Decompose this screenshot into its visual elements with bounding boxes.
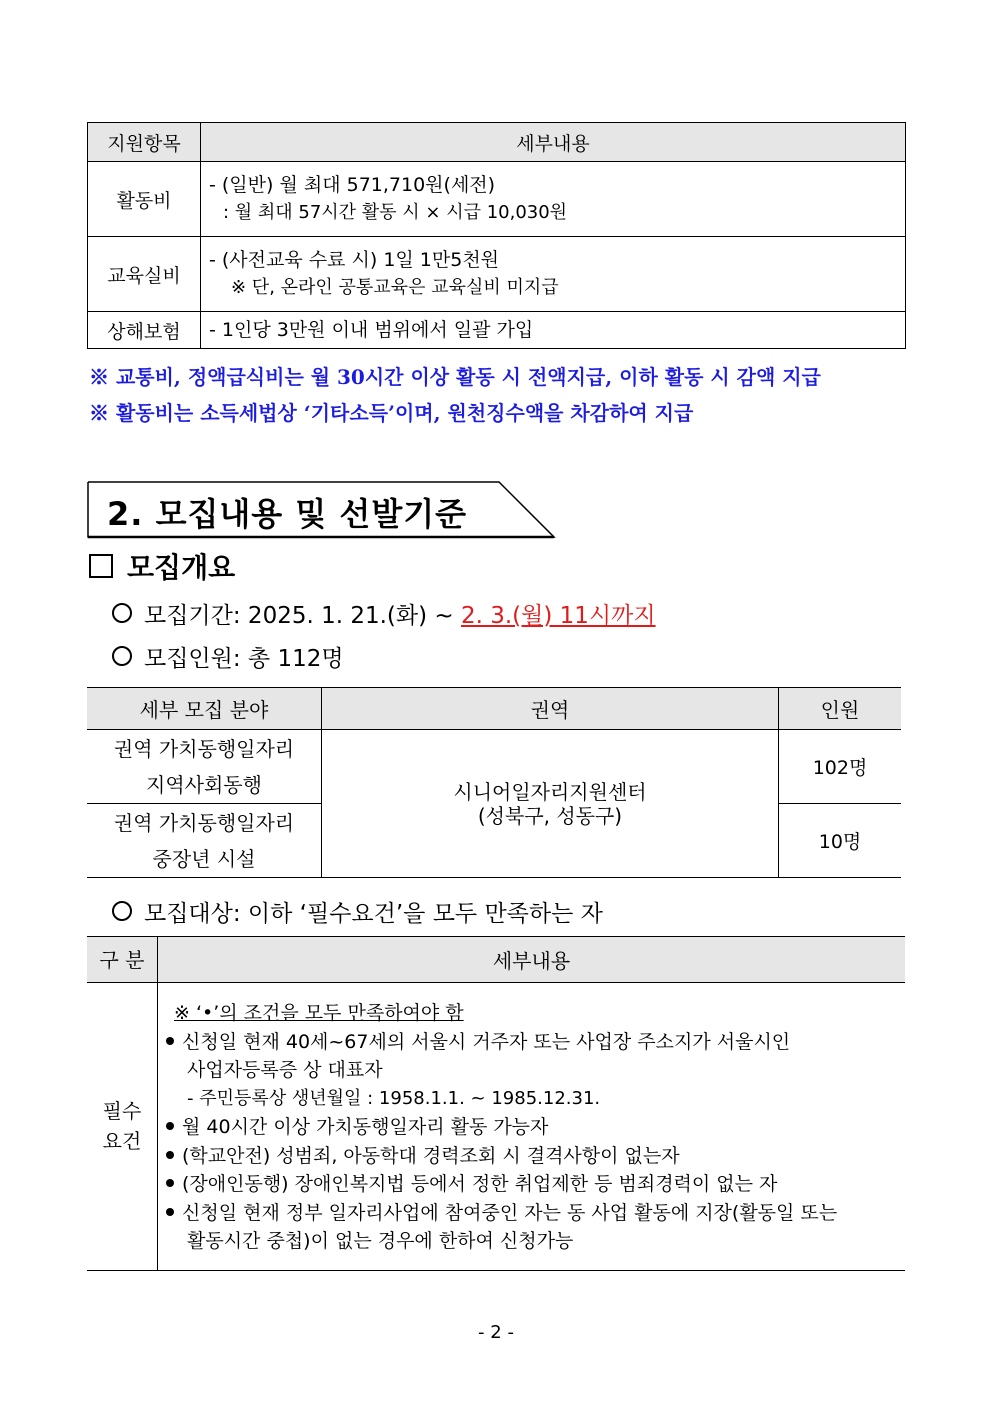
circle-bullet-icon (112, 646, 132, 666)
detail-line: - (사전교육 수료 시) 1일 1만5천원 (209, 249, 500, 271)
support-detail-insurance: - 1인당 3만원 이내 범위에서 일괄 가입 (201, 312, 906, 349)
recruit-table (87, 687, 901, 878)
page-number: - 2 - (478, 1322, 514, 1343)
checkbox-square-icon (89, 554, 113, 578)
req-item (166, 1113, 897, 1142)
subsection-title (89, 546, 235, 586)
req-item (166, 1028, 897, 1057)
req-header-category: 구 분 (87, 937, 158, 983)
req-item-text: 신청일 현재 정부 일자리사업에 참여중인 자는 동 사업 활동에 지장(활동일 또는 (182, 1201, 838, 1224)
req-label-line: 필수 (102, 1099, 142, 1124)
circle-bullet-icon (112, 901, 132, 921)
subsection-label: 모집개요 (127, 551, 236, 584)
circle-bullet-icon (112, 603, 132, 623)
support-table (87, 122, 906, 349)
recruit-count-1: 102명 (779, 730, 902, 804)
req-item (166, 1142, 897, 1171)
bullet-dot-icon (166, 1151, 174, 1159)
support-header-item: 지원항목 (88, 123, 201, 162)
support-label-insurance: 상해보험 (88, 312, 201, 349)
bullet-dot-icon (166, 1179, 174, 1187)
target-text: 모집대상: 이하 ‘필수요건’을 모두 만족하는 자 (144, 901, 603, 927)
req-detail (158, 983, 906, 1271)
headcount-text: 모집인원: 총 112명 (144, 646, 344, 672)
recruit-header-count: 인원 (779, 688, 902, 730)
field-line: 지역사회동행 (146, 772, 262, 797)
region-line: (성북구, 성동구) (477, 803, 623, 828)
detail-subline: : 월 최대 57시간 활동 시 × 시급 10,030원 (223, 202, 568, 223)
requirements-table (87, 936, 905, 1271)
recruit-period (112, 597, 656, 630)
bullet-dot-icon (166, 1037, 174, 1045)
recruit-field-1 (87, 730, 322, 804)
req-item-cont: 사업자등록증 상 대표자 (187, 1059, 383, 1081)
period-label: 모집기간: 2025. 1. 21.(화) ~ (144, 603, 461, 629)
req-label (87, 983, 158, 1271)
req-item (166, 1199, 897, 1228)
req-item-text: 월 40시간 이상 가치동행일자리 활동 가능자 (182, 1116, 549, 1138)
note-transport: ※ 교통비, 정액급식비는 월 30시간 이상 활동 시 전액지급, 이하 활동 시 감액 지급 (89, 365, 821, 389)
detail-line: - (일반) 월 최대 571,710원(세전) (209, 174, 496, 196)
req-item-text: (학교안전) 성범죄, 아동학대 경력조회 시 결격사항이 없는자 (182, 1144, 680, 1167)
recruit-field-2 (87, 804, 322, 878)
recruit-header-region: 권역 (322, 688, 779, 730)
field-line: 중장년 시설 (152, 846, 256, 871)
bullet-dot-icon (166, 1122, 174, 1130)
recruit-headcount (112, 640, 344, 673)
support-label-activity: 활동비 (88, 162, 201, 237)
req-header-detail: 세부내용 (158, 937, 906, 983)
recruit-header-field: 세부 모집 분야 (87, 688, 322, 730)
section-title-box (87, 481, 555, 537)
support-detail-activity (201, 162, 906, 237)
support-header-detail: 세부내용 (201, 123, 906, 162)
recruit-target (112, 895, 603, 928)
field-line: 권역 가치동행일자리 (113, 736, 295, 761)
bullet-dot-icon (166, 1208, 174, 1216)
period-deadline: 2. 3.(월) 11시까지 (460, 603, 656, 629)
detail-subline: ※ 단, 온라인 공통교육은 교육실비 미지급 (231, 277, 559, 298)
req-item-text: (장애인동행) 장애인복지법 등에서 정한 취업제한 등 범죄경력이 없는 자 (182, 1173, 778, 1195)
note-tax: ※ 활동비는 소득세법상 ‘기타소득’이며, 원천징수액을 차감하여 지급 (89, 401, 694, 425)
req-item-sub: - 주민등록상 생년월일 : 1958.1.1. ~ 1985.12.31. (187, 1087, 601, 1109)
req-item (166, 1170, 897, 1199)
support-label-education: 교육실비 (88, 237, 201, 312)
req-label-line: 요건 (102, 1129, 142, 1154)
support-detail-education (201, 237, 906, 312)
region-line: 시니어일자리지원센터 (453, 779, 647, 804)
field-line: 권역 가치동행일자리 (113, 810, 295, 835)
req-item-cont: 활동시간 중첩)이 없는 경우에 한하여 신청가능 (187, 1230, 574, 1252)
recruit-count-2: 10명 (779, 804, 902, 878)
recruit-region (322, 730, 779, 878)
req-item-text: 신청일 현재 40세~67세의 서울시 거주자 또는 사업장 주소지가 서울시인 (182, 1030, 791, 1053)
section-title: 2. 모집내용 및 선발기준 (107, 495, 468, 533)
req-intro: ※ ‘•’의 조건을 모두 만족하여야 함 (174, 1002, 464, 1024)
